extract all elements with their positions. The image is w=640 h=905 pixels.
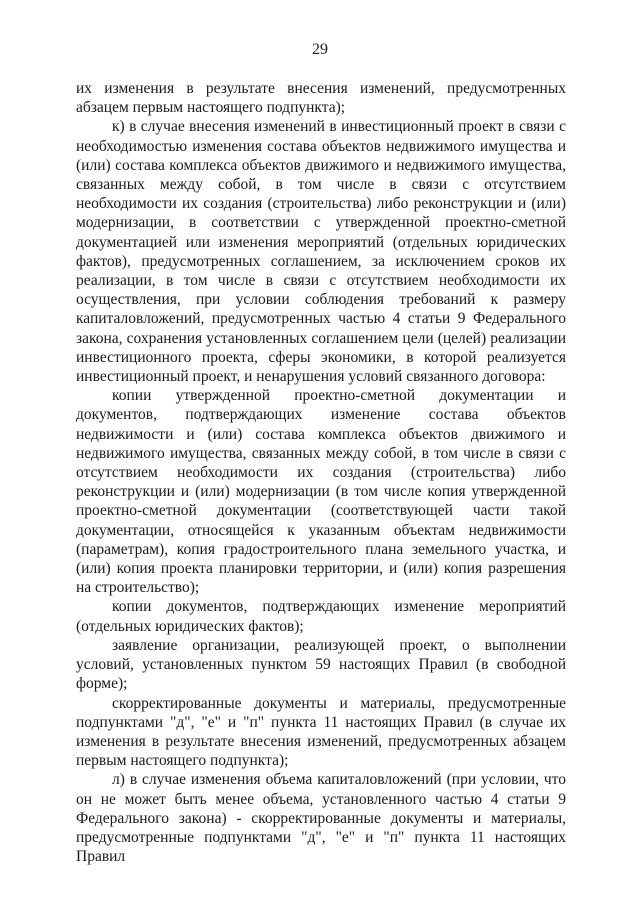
paragraph-design-documents: копии утвержденной проектно-сметной документации и документов, подтверждающих изменение состава объектов недвижимости и (или) состава комплекса объектов движимого и недвижимого имущества, связанных между собой, в том числе в связи с отсутствием необходимости их создания (строительства) либо реконструкции и (или) модернизации (в том числе копия утвержденной проектно-сметной документации (соответствующей части такой документации, относящейся к указанным объектам недвижимости (параметрам), копия градостроительного плана земельного участка, и (или) копия проекта планировки территории, и (или) копия разрешения на строительство); — [76, 387, 566, 597]
paragraph-subitem-k: к) в случае внесения изменений в инвестиционный проект в связи с необходимостью изменения состава объектов недвижимого имущества и (или) состава комплекса объектов движимого и недвижимого имущества, связанных между собой, в том числе в связи с отсутствием необходимости их создания (строительства) либо реконструкции и (или) модернизации, в соответствии с утвержденной проектно-сметной документацией или изменения мероприятий (отдельных юридических фактов), предусмотренных соглашением, за исключением сроков их реализации, в том числе в связи с отсутствием необходимости их осуществления, при условии соблюдения требований к размеру капиталовложений, предусмотренных частью 4 статьи 9 Федерального закона, сохранения установленных соглашением цели (целей) реализации инвестиционного проекта, сферы экономики, в которой реализуется инвестиционный проект, и ненарушения условий связанного договора: — [76, 118, 566, 386]
paragraph-adjusted-documents: скорректированные документы и материалы, предусмотренные подпунктами "д", "е" и "п" пункта 11 настоящих Правил (в случае их изменения в результате внесения изменений, предусмотренных абзацем первым настоящего подпункта); — [76, 694, 566, 770]
page-number: 29 — [312, 41, 328, 58]
paragraph-organization-statement: заявление организации, реализующей проект, о выполнении условий, установленных пунктом 59 настоящих Правил (в свободной форме); — [76, 636, 566, 693]
document-body — [76, 79, 566, 866]
paragraph-subitem-l: л) в случае изменения объема капиталовложений (при условии, что он не может быть менее объема, установленного частью 4 статьи 9 Федерального закона) - скорректированные документы и материалы, предусмотренные подпунктами "д", "е" и "п" пункта 11 настоящих Правил — [76, 771, 566, 866]
paragraph-continuation: их изменения в результате внесения изменений, предусмотренных абзацем первым настоящего подпункта); — [76, 80, 566, 117]
paragraph-measures-documents: копии документов, подтверждающих изменение мероприятий (отдельных юридических фактов); — [76, 598, 566, 635]
